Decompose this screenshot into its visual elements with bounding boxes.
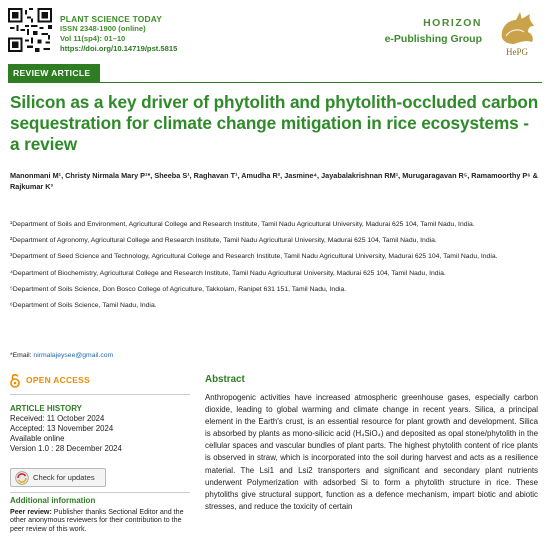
journal-header xyxy=(8,8,542,58)
history-heading: ARTICLE HISTORY xyxy=(10,404,83,413)
hepg-lion-logo-icon xyxy=(492,8,542,58)
peer-review-text: Publisher thanks Sectional Editor and the other anonymous reviewers for their contribution to the peer review of this work. xyxy=(10,507,184,533)
history-accepted: Accepted: 13 November 2024 xyxy=(10,424,114,433)
journal-issn: ISSN 2348-1900 (online) xyxy=(60,24,146,33)
additional-information xyxy=(10,497,190,533)
peer-review-note xyxy=(10,508,190,534)
publisher-line2: e-Publishing Group xyxy=(384,33,482,45)
sidebar-divider xyxy=(10,394,190,395)
affiliation-item: ²Department of Agronomy, Agricultural College and Research Institute, Tamil Nadu Agricultural University, Madurai 625 104, Tamil Nadu, India. xyxy=(10,237,437,245)
journal-volume: Vol 11(sp4): 01–10 xyxy=(60,34,126,43)
abstract-heading: Abstract xyxy=(205,374,245,385)
check-updates-label: Check for updates xyxy=(33,473,95,482)
logo-text: HePG xyxy=(506,47,528,57)
peer-review-label: Peer review: xyxy=(10,507,52,516)
abstract-text: Anthropogenic activities have increased atmospheric greenhouse gases, especially carbon dioxide, leading to global warming and climate change in recent years. Silica, a principal element in the Earth's crust, is an essential resource for plant growth and development. Silica is absorbed by plants as mono-silicic acid (H₄SiO₄) and deposited as opal stone/phytolith in the cellular spaces and vascular bundles of plant parts. The highest phytolith content of rice plants is observed in straw, which is incorporated into the soil during harvest and acts as a resilience material. The Lsi1 and Lsi2 transporters and significant and secondary plant nutrients underwent Polymerization with adsorbed Si to form a phytolith structure in rice. These phytoliths give structural support, function as a defence mechanism, impart biotic and abiotic stresses, and reduce the toxicity of certain xyxy=(205,393,538,511)
doi-link[interactable]: https://doi.org/10.14719/pst.5815 xyxy=(60,44,178,53)
history-received: Received: 11 October 2024 xyxy=(10,414,105,423)
email-link[interactable]: nirmalajeysee@gmail.com xyxy=(33,352,114,359)
history-version: Version 1.0 : 28 December 2024 xyxy=(10,444,122,453)
sidebar-divider xyxy=(10,492,190,493)
history-available: Available online xyxy=(10,434,65,443)
publisher-name xyxy=(385,17,482,45)
email-label: *Email: xyxy=(10,352,34,359)
affiliation-item: ¹Department of Soils and Environment, Agricultural College and Research Institute, Tamil Nadu Agricultural University, Madurai 625 104, Tamil Nadu, India. xyxy=(10,221,475,228)
open-access-lock-icon xyxy=(10,373,20,388)
open-access-badge xyxy=(10,372,90,388)
article-title: Silicon as a key driver of phytolith and phytolith-occluded carbon sequestration for climate change mitigation in rice ecosystems - a review xyxy=(10,92,539,154)
header-divider xyxy=(8,82,542,83)
author-list: Manonmani M¹, Christy Nirmala Mary P¹*, Sheeba S¹, Raghavan T¹, Amudha R², Jasmine⁴, Jayabalakrishnan RM¹, Murugaragavan R⁵, Ramamoorthy P⁶ & Rajkumar K³ xyxy=(10,171,538,191)
journal-name: PLANT SCIENCE TODAY xyxy=(60,14,162,24)
affiliation-item: ³Department of Seed Science and Technology, Agricultural College and Research Institute, Tamil Nadu Agricultural University, Madurai 625 104, Tamil Nadu, India. xyxy=(10,253,498,261)
journal-info xyxy=(60,14,177,54)
affiliations xyxy=(10,220,538,317)
check-for-updates-button[interactable] xyxy=(10,468,106,487)
additional-heading: Additional information xyxy=(10,496,96,505)
affiliation-item: ⁴Department of Biochemistry, Agricultural College and Research Institute, Tamil Nadu Agricultural University, Madurai 625 104, Tamil Nadu, India. xyxy=(10,269,446,277)
article-history xyxy=(10,404,122,454)
qr-code-icon xyxy=(8,8,52,52)
publisher-line1: HORIZON xyxy=(423,17,482,29)
affiliation-item: ⁵Department of Soils Science, Don Bosco College of Agriculture, Takkolam, Ranipet 631 151, Tamil Nadu, India. xyxy=(10,285,347,293)
corresponding-email xyxy=(10,352,113,359)
affiliation-item: ⁶Department of Soils Science, Tamil Nadu, India. xyxy=(10,302,157,310)
open-access-label: OPEN ACCESS xyxy=(26,375,90,385)
article-type-badge: REVIEW ARTICLE xyxy=(8,64,100,82)
check-updates-icon xyxy=(15,471,29,485)
